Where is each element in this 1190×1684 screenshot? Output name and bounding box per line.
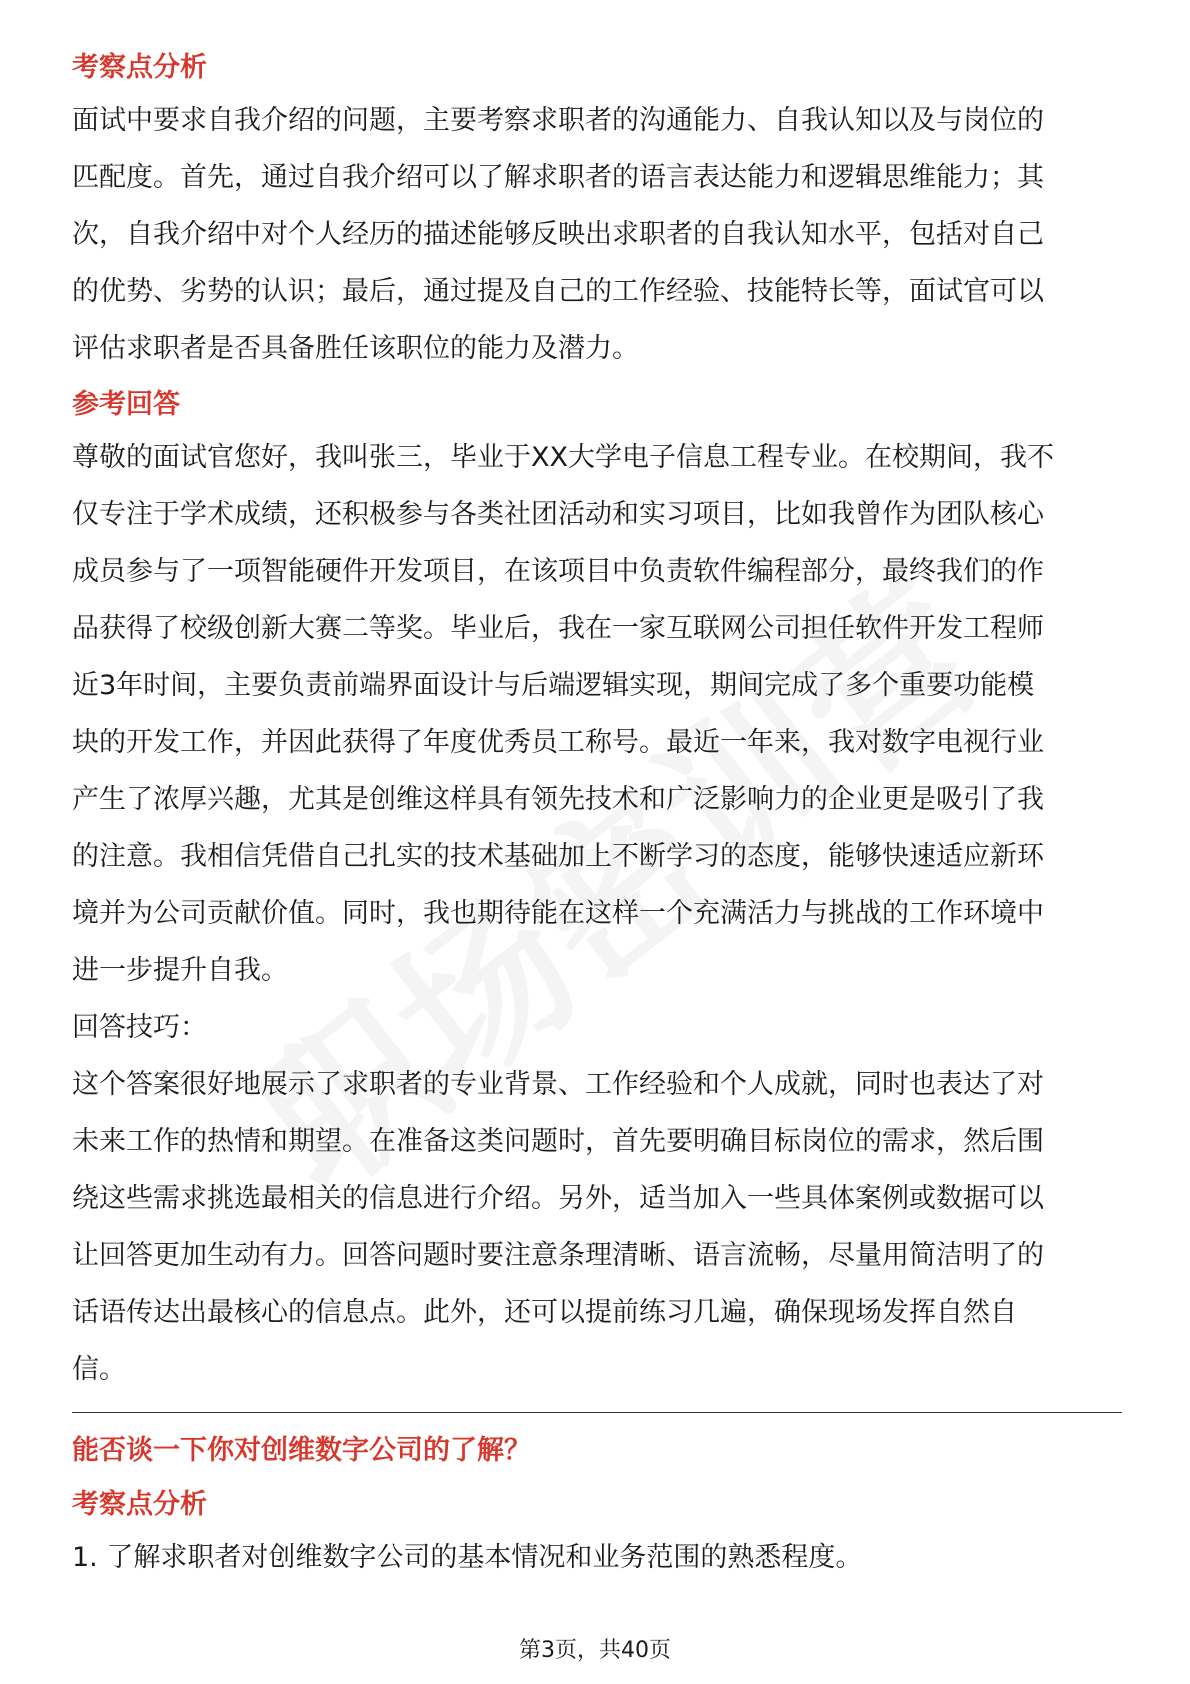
answer-line: 品获得了校级创新大赛二等奖。毕业后，我在一家互联网公司担任软件开发工程师 [72,613,1044,644]
answer-line: 块的开发工作，并因此获得了年度优秀员工称号。最近一年来，我对数字电视行业 [72,727,1044,758]
tips-body [72,1056,1122,1398]
tips-line: 让回答更加生动有力。回答问题时要注意条理清晰、语言流畅，尽量用简洁明了的 [72,1240,1044,1271]
tips-line: 信。 [72,1354,126,1385]
analysis-line: 匹配度。首先，通过自我介绍可以了解求职者的语言表达能力和逻辑思维能力；其 [72,162,1044,193]
answer-line: 产生了浓厚兴趣，尤其是创维这样具有领先技术和广泛影响力的企业更是吸引了我 [72,784,1044,815]
answer-heading: 参考回答 [72,389,180,420]
tips-line: 话语传达出最核心的信息点。此外，还可以提前练习几遍，确保现场发挥自然自 [72,1297,1017,1328]
answer-line: 进一步提升自我。 [72,955,288,986]
tips-line: 这个答案很好地展示了求职者的专业背景、工作经验和个人成就，同时也表达了对 [72,1069,1044,1100]
tips-label: 回答技巧： [72,1012,207,1043]
answer-body [72,429,1122,999]
answer-line: 的注意。我相信凭借自己扎实的技术基础加上不断学习的态度，能够快速适应新环 [72,841,1044,872]
analysis-heading-2: 考察点分析 [72,1489,207,1520]
analysis-line: 次，自我介绍中对个人经历的描述能够反映出求职者的自我认知水平，包括对自己 [72,219,1044,250]
list-item: 1. 了解求职者对创维数字公司的基本情况和业务范围的熟悉程度。 [72,1542,863,1573]
analysis-line: 的优势、劣势的认识；最后，通过提及自己的工作经验、技能特长等，面试官可以 [72,276,1044,307]
analysis-heading: 考察点分析 [72,52,207,83]
section-divider [72,1412,1122,1413]
document-page [72,48,1122,1586]
answer-line: 近3年时间，主要负责前端界面设计与后端逻辑实现，期间完成了多个重要功能模 [72,670,1035,701]
tips-line: 绕这些需求挑选最相关的信息进行介绍。另外，适当加入一些具体案例或数据可以 [72,1183,1044,1214]
question-title: 能否谈一下你对创维数字公司的了解？ [72,1435,531,1466]
answer-line: 境并为公司贡献价值。同时，我也期待能在这样一个充满活力与挑战的工作环境中 [72,898,1044,929]
analysis-line: 面试中要求自我介绍的问题，主要考察求职者的沟通能力、自我认知以及与岗位的 [72,105,1044,136]
tips-line: 未来工作的热情和期望。在准备这类问题时，首先要明确目标岗位的需求，然后围 [72,1126,1044,1157]
analysis-line: 评估求职者是否具备胜任该职位的能力及潜力。 [72,333,639,364]
answer-line: 仅专注于学术成绩，还积极参与各类社团活动和实习项目，比如我曾作为团队核心 [72,499,1044,530]
analysis-body [72,92,1122,377]
page-number: 第3页，共40页 [519,1638,671,1663]
analysis-list [72,1529,1122,1586]
answer-line: 尊敬的面试官您好，我叫张三，毕业于XX大学电子信息工程专业。在校期间，我不 [72,442,1054,473]
answer-line: 成员参与了一项智能硬件开发项目，在该项目中负责软件编程部分，最终我们的作 [72,556,1044,587]
